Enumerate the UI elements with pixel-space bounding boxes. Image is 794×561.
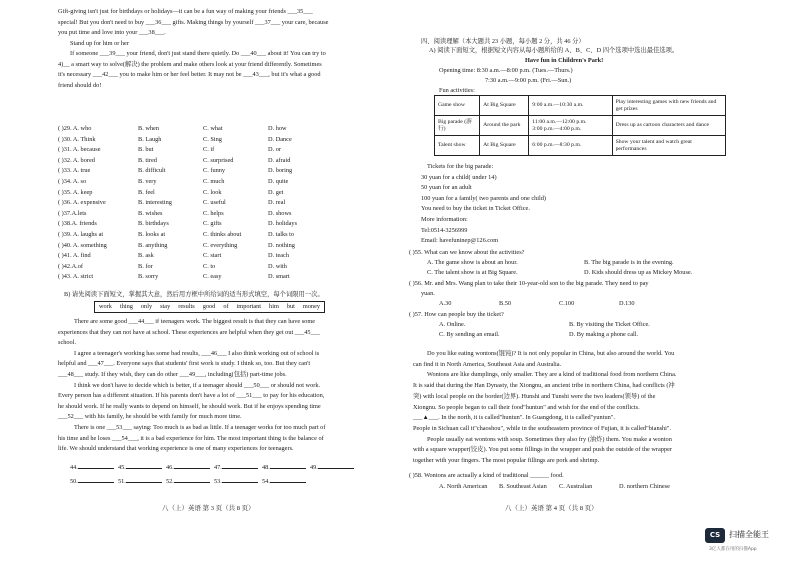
- word-box-item: stay: [160, 303, 171, 310]
- table-row: [435, 116, 726, 136]
- option-c: C. helps: [203, 209, 224, 217]
- table-cell-desc: Show your talent and watch great performances: [612, 136, 725, 156]
- passage-line: it's necessary ___42___ you to make him or her feel better. It may not be ___43___, but it's what a good: [58, 71, 321, 78]
- right-page: [397, 0, 794, 561]
- answer-line[interactable]: [270, 476, 306, 483]
- option-c: C. funny: [203, 167, 226, 175]
- opening-time: 7:30 a.m.—9:00 p.m. (Fri.—Sun.): [485, 77, 572, 84]
- option-b: B. Laugh: [138, 135, 162, 143]
- table-cell-name: Game show: [435, 96, 480, 116]
- option-b: B. sorry: [138, 273, 159, 281]
- passage-line: life. We should understand that working experience is one of many experiences for teenagers.: [58, 445, 294, 453]
- answer-number: 49.: [310, 464, 318, 471]
- option: A. Online.: [439, 321, 466, 328]
- answer-number: 47.: [214, 464, 222, 471]
- option-b: B. feel: [138, 188, 155, 196]
- answer-blank: [166, 462, 210, 471]
- question-number: ( )40. A. something: [58, 241, 107, 249]
- passage-line: People usually eat wontons with soup. Sometimes they also fry (油炸) them. You make a wonton: [427, 435, 672, 443]
- question-number: ( )34. A. so: [58, 178, 87, 185]
- passage-line: his time and he loses ___54___, it is a bad experience for him. The most important thing is the balance of: [58, 434, 324, 442]
- table-cell-name: Big parade (游行): [435, 116, 480, 136]
- answer-number: 44.: [70, 464, 78, 471]
- passage-line: school.: [58, 339, 77, 347]
- option-b: B. tired: [138, 156, 157, 164]
- passage-line: People in Sichuan call it"chaoshou", while in the southeastern province of Fujian, it is called"bianshi".: [413, 424, 672, 432]
- table-cell-name: Talent show: [435, 136, 480, 156]
- passage-line: Every person has a different situation. If his parents don't have a lot of ___51___ to pay for his education,: [58, 392, 325, 400]
- answer-number: 50.: [70, 478, 78, 485]
- option-d: D. smart: [268, 273, 290, 281]
- passage-line: can find it in North America, Southeast Asia and Australia.: [413, 360, 562, 368]
- answer-number: 53.: [214, 478, 222, 485]
- option-c: C. look: [203, 188, 222, 196]
- word-box-item: work: [99, 303, 112, 310]
- question-number: ( )33. A. true: [58, 167, 91, 175]
- answer-blank: [166, 476, 210, 485]
- passage-line: together with your fingers. The most popular fillings are pork and shrimp.: [413, 457, 600, 464]
- table-cell-place: Around the park: [480, 116, 529, 136]
- passage-line: Stand up for him or her: [70, 39, 129, 47]
- question-number: ( )35. A. keep: [58, 188, 93, 196]
- ticket-info-line: Email: havefuninep@126.com: [421, 237, 499, 245]
- answer-line[interactable]: [318, 462, 354, 469]
- answer-line[interactable]: [174, 462, 210, 469]
- passage-line: friend should do!: [58, 81, 102, 89]
- answer-line[interactable]: [222, 476, 258, 483]
- ticket-info-line: You need to buy the ticket in Ticket Office.: [421, 205, 530, 213]
- option: D. Kids should dress up as Mickey Mouse.: [584, 269, 693, 276]
- word-box-item: results: [178, 303, 195, 310]
- answer-line[interactable]: [222, 462, 258, 469]
- option-d: D. quite: [268, 178, 289, 185]
- option-b: B. looks at: [138, 231, 166, 238]
- option-c: C. if: [203, 146, 215, 154]
- option-c: C. Sing: [203, 135, 222, 143]
- answer-line[interactable]: [270, 462, 306, 469]
- option: C. The talent show is at Big Square.: [427, 269, 518, 276]
- passage-line: There is one ___53___ saying: Too much is as bad as little. If a teenager works for too much part of: [74, 424, 326, 431]
- option: A. The game show is about an hour.: [427, 259, 518, 266]
- option-d: D. how: [268, 125, 287, 132]
- option-d: D. teach: [268, 252, 289, 260]
- answer-blank: [70, 462, 114, 471]
- option-d: D. talks to: [268, 231, 295, 238]
- question-number: ( )31. A. because: [58, 146, 101, 154]
- passage-line: helpful and ___47___. Everyone says that students' first work is study. I think so, too. But they can't: [58, 360, 311, 368]
- question-number: ( )42.A.of: [58, 262, 84, 270]
- table-cell-desc: Play interesting games with new friends and get prizes: [612, 96, 725, 116]
- passage-line: There are some good ___44___ if teenagers work. The biggest result is that they can have some: [74, 318, 316, 325]
- option-b: B. wishes: [138, 209, 163, 217]
- ticket-info-line: More information:: [421, 216, 468, 223]
- option: D. By making a phone call.: [569, 331, 639, 338]
- table-cell-time: 6:00 p.m.—8:30 p.m.: [529, 136, 612, 156]
- question-number: ( )37.A.lets: [58, 209, 87, 217]
- table-cell-place: At Big Square: [480, 96, 529, 116]
- question: ( )57. How can people buy the ticket?: [409, 311, 504, 318]
- passage-line: he should work. If he really wants to depend on himself, he should work. But if he enjoys spending time: [58, 402, 321, 410]
- answer-number: 46.: [166, 464, 174, 471]
- option-c: C. useful: [203, 199, 226, 207]
- question-number: ( )39. A. laughs at: [58, 231, 104, 238]
- word-box-item: important: [236, 303, 262, 310]
- passage-line: It is said that during the Han Dynasty, the Xiongnu, an ancient tribe in northern China, had conflicts (冲: [413, 382, 675, 390]
- question-number: ( )36. A. expensive: [58, 199, 106, 207]
- question-cont: yuan.: [421, 290, 435, 297]
- ticket-info-line: Tickets for the big parade:: [427, 163, 494, 170]
- question-number: ( )38.A. friends: [58, 220, 97, 228]
- ticket-info-line: 30 yuan for a child( under 14): [421, 173, 497, 181]
- answer-line[interactable]: [126, 476, 162, 483]
- option-d: D. nothing: [268, 241, 295, 249]
- table-row: [435, 96, 726, 116]
- fun-activities-label: Fun activities:: [439, 87, 475, 94]
- option-d: D. with: [268, 262, 287, 270]
- page-footer: 八（上）英语 第 4 页（共 8 页）: [505, 505, 598, 512]
- passage-line: ___52___ with his family, he should be with family for much more time.: [58, 413, 242, 421]
- option: D. northern Chinese: [619, 483, 670, 490]
- passage-line: Xiongnu. So people began to call their food"huntun" and wish for the end of the conflicts.: [413, 403, 640, 411]
- option-b: B. anything: [138, 241, 168, 249]
- passage-line: 4)__ a smart way to solve(解决) the problem and make others look at your friend differently. Sometimes: [58, 60, 322, 68]
- question-number: ( )43. A. strict: [58, 273, 94, 281]
- answer-number: 48.: [262, 464, 270, 471]
- option: B.50: [499, 300, 512, 307]
- passage-line: experiences that they can not have at school. These experiences are helpful when they get out ___45___: [58, 328, 320, 336]
- section-instructions: B) 请先阅读下面短文，掌握其大意，然后用方框中所给词的适当形式填空，每个词限用一次。: [64, 291, 324, 298]
- passage-line: Wontons are like dumplings, only smaller. They are a kind of traditional food from northern China.: [427, 371, 677, 379]
- word-box-item: of: [223, 303, 229, 310]
- word-box-item: money: [302, 303, 321, 310]
- answer-blank: [118, 462, 162, 471]
- word-box-item: only: [140, 303, 153, 310]
- ticket-info-line: 50 yuan for an adult: [421, 184, 472, 192]
- question-number: ( )29. A. who: [58, 125, 92, 132]
- option-d: D. boring: [268, 167, 293, 175]
- scanner-brand: 扫描全能王: [729, 530, 769, 539]
- question: ( )58. Wontons are actually a kind of traditional ______ food.: [409, 472, 564, 479]
- option-b: B. birthdays: [138, 220, 169, 228]
- option-b: B. when: [138, 125, 159, 132]
- option-b: B. for: [138, 262, 153, 270]
- option: D.130: [619, 300, 635, 307]
- passage-line: If someone ___39___ your friend, don't just stand there quietly. Do ___40___ about it! You can try to: [70, 50, 326, 57]
- answer-blank: [214, 462, 258, 471]
- word-box-item: thing: [119, 303, 133, 310]
- answer-blank: [70, 476, 114, 485]
- answer-blank: [262, 462, 306, 471]
- passage-line: Do you like eating wontons(馄饨)? It is not only popular in China, but also around the world. You: [427, 350, 675, 357]
- option-d: D. Dance: [268, 135, 292, 143]
- option-b: B. interesting: [138, 199, 172, 207]
- option-c: C. everything: [203, 241, 238, 249]
- answer-blank: [118, 476, 162, 485]
- option-c: C. much: [203, 178, 225, 185]
- word-box-item: but: [286, 303, 295, 310]
- passage-line: ___48___ study. If they wish, they can do other ___49___, including(包括) part-time jobs.: [58, 371, 287, 378]
- answer-blank: [310, 462, 354, 471]
- answer-blank: [262, 476, 306, 485]
- option-b: B. but: [138, 146, 154, 154]
- option: B. By visiting the Ticket Office.: [569, 321, 650, 328]
- table-row: [435, 136, 726, 156]
- table-cell-time: 9:00 a.m.—10:30 a.m.: [529, 96, 612, 116]
- passage-line: I think we don't have to decide which is better, if a teenager should ___50___ or should not work.: [74, 381, 321, 389]
- word-box-item: good: [202, 303, 216, 310]
- option: A.30: [439, 300, 452, 307]
- answer-line[interactable]: [174, 476, 210, 483]
- option: A. North American: [439, 483, 488, 490]
- option-d: D. or: [268, 146, 281, 154]
- opening-time: Opening time: 8:30 a.m.—8:00 p.m. (Tues.—Thurs.): [439, 67, 573, 74]
- option: C. By sending an email.: [439, 331, 500, 338]
- passage-line: ___▲___. In the north, it is called"huntun". In Guangdong, it is called"yuntun".: [413, 414, 615, 422]
- passage-line: special! But you don't need to buy ___36___ gifts. Making things by yourself ___37___ your care, because: [58, 18, 329, 26]
- question: ( )55. What can we know about the activities?: [409, 249, 525, 256]
- option: B. Southeast Asian: [499, 483, 547, 490]
- option-c: C. easy: [203, 273, 222, 281]
- ticket-info-line: Tel:0514-3256999: [421, 226, 468, 234]
- table-cell-desc: Dress up as cartoon characters and dance: [612, 116, 725, 136]
- scanner-tagline: 3亿人都在用的扫描App: [709, 547, 757, 552]
- answer-blank: [214, 476, 258, 485]
- table-cell-place: At Big Square: [480, 136, 529, 156]
- passage-line: 突) with local people on the border(边界). Hunshi and Tunshi were the two leaders(领导) of the: [413, 392, 656, 400]
- option-c: C. gifts: [203, 220, 222, 228]
- option: C. Australian: [559, 483, 593, 490]
- option-c: C. surprised: [203, 156, 234, 164]
- option-c: C. what: [203, 125, 223, 132]
- option: C.100: [559, 300, 575, 307]
- option-b: B. difficult: [138, 167, 166, 175]
- passage-line: with a square wrapper(饺皮). You put some fillings in the wrapper and push the outside of the wrapper: [413, 446, 672, 454]
- option-d: D. shows: [268, 209, 292, 217]
- passage-line: Gift-giving isn't just for birthdays or holidays—it can be a fun way of making your friends ___35___: [58, 8, 313, 15]
- question-number: ( )41. A. find: [58, 252, 91, 260]
- answer-line[interactable]: [78, 476, 114, 483]
- answer-line[interactable]: [126, 462, 162, 469]
- section-instructions: A) 阅读下面短文，根据短文内容从每小题所给的 A、B、C、D 四个选项中选出最佳选项。: [429, 47, 679, 54]
- word-box-item: him: [269, 303, 279, 310]
- question-number: ( )32. A. bored: [58, 156, 95, 164]
- option-d: D. real: [268, 199, 286, 207]
- option-c: C. start: [203, 252, 222, 260]
- activities-table: [434, 95, 726, 156]
- answer-number: 52.: [166, 478, 174, 485]
- question-number: ( )30. A. Think: [58, 135, 96, 143]
- camscanner-logo-icon: CS: [705, 528, 725, 543]
- question: ( )56. Mr. and Mrs. Wang plan to take their 10-year-old son to the big parade. They need to pay: [409, 280, 649, 287]
- option-c: C. thinks about: [203, 231, 242, 238]
- option: B. The big parade is in the evening.: [584, 259, 674, 266]
- word-box: [94, 301, 325, 313]
- answer-number: 51.: [118, 478, 126, 485]
- section-title: 四、阅读理解（本大题共 23 小题，每小题 2 分，共 46 分）: [421, 38, 585, 45]
- passage-line: I agree a teenager's working has some bad results, ___46___ I also think working out of school is: [74, 349, 320, 357]
- option-d: D. get: [268, 188, 284, 196]
- option-b: B. ask: [138, 252, 154, 260]
- ticket-info-line: 100 yuan for a family( two parents and one child): [421, 194, 547, 202]
- answer-line[interactable]: [78, 462, 114, 469]
- passage-line: you put time and love into your ___38___.: [58, 29, 166, 36]
- page-footer: 八（上）英语 第 3 页（共 8 页）: [162, 505, 255, 512]
- answer-number: 45.: [118, 464, 126, 471]
- answer-number: 54.: [262, 478, 270, 485]
- option-c: C. to: [203, 262, 216, 270]
- option-b: B. very: [138, 178, 157, 185]
- option-d: D. afraid: [268, 156, 291, 164]
- ad-title: Have fun in Children's Park!: [525, 57, 604, 64]
- option-d: D. holidays: [268, 220, 298, 228]
- table-cell-time: 11:00 a.m.—12:00 p.m. 3:00 p.m.—4:00 p.m.: [529, 116, 612, 136]
